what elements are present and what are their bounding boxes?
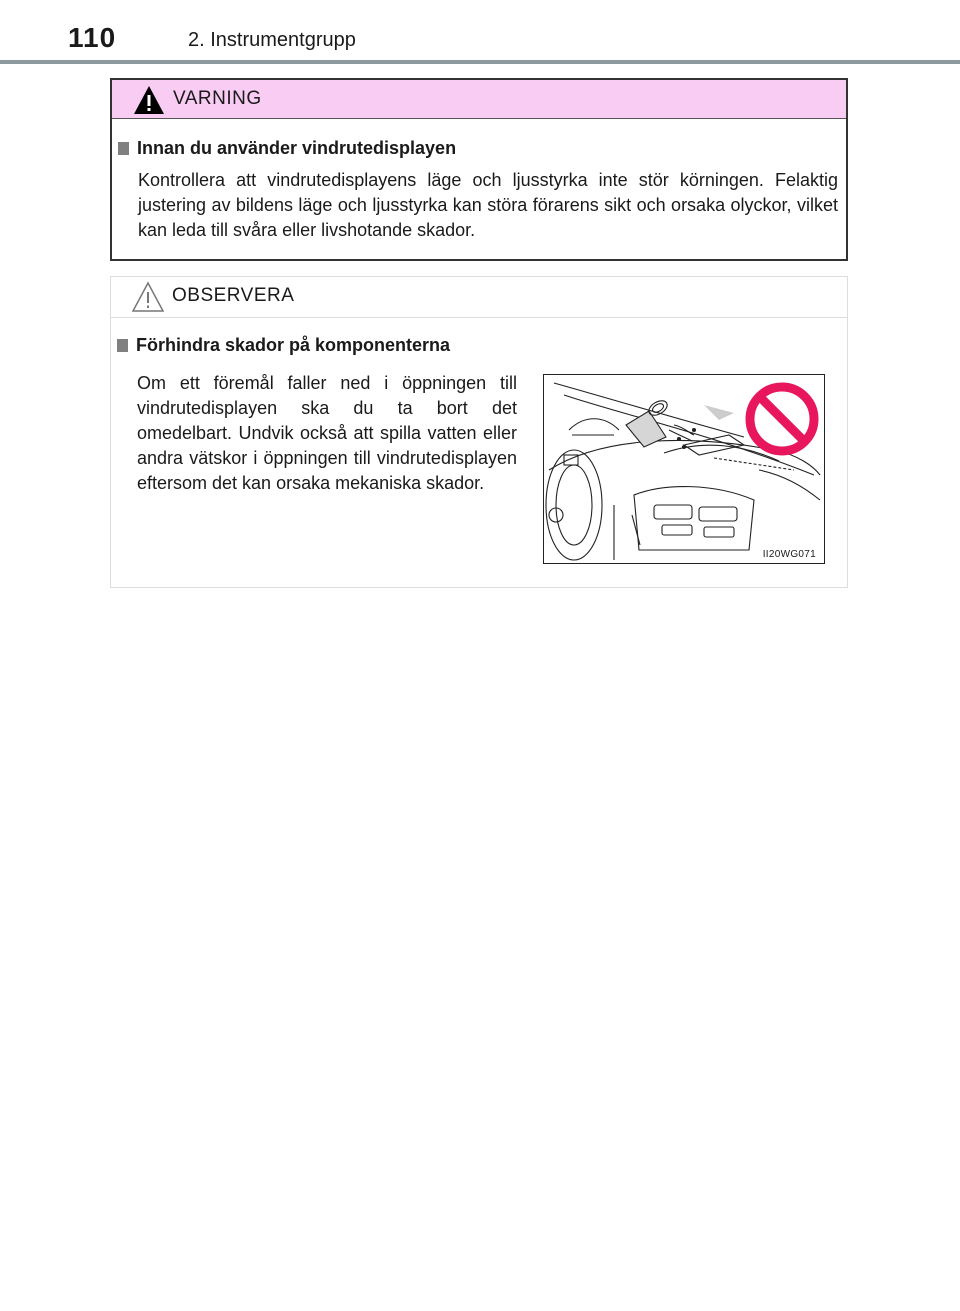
header-rule <box>0 60 960 64</box>
section-title: 2. Instrumentgrupp <box>188 29 356 51</box>
bullet-square-icon <box>118 142 129 155</box>
prohibition-sign-icon <box>750 387 814 451</box>
dashboard-drawing <box>544 375 823 562</box>
caution-triangle-icon <box>131 281 165 313</box>
caution-label: OBSERVERA <box>172 285 295 306</box>
page-header <box>0 0 960 66</box>
dashboard-spill-illustration <box>543 374 825 564</box>
warning-label: VARNING <box>173 88 262 109</box>
caution-item-title-text: Förhindra skador på komponenterna <box>136 335 451 355</box>
page-number: 110 <box>68 22 117 53</box>
caution-body-text: Om ett föremål faller ned i öppningen till vindrutedisplayen ska du ta bort det omedelbart. Undvik också att spilla vatten eller andra vätskor i öppningen till vindrutedisplayen eftersom det kan orsaka mekaniska skador. <box>137 373 517 493</box>
warning-box <box>110 78 848 261</box>
warning-item-title-text: Innan du använder vindrutedisplayen <box>137 138 457 158</box>
caution-item-title <box>117 335 450 356</box>
caution-box <box>110 276 848 588</box>
caution-header <box>111 277 847 318</box>
figure-code: II20WG071 <box>762 549 816 560</box>
bullet-square-icon <box>117 339 128 352</box>
warning-header <box>112 80 846 119</box>
warning-triangle-icon <box>132 84 166 116</box>
warning-body-text: Kontrollera att vindrutedisplayens läge och ljusstyrka inte stör körningen. Felaktig justering av bildens läge och ljusstyrka kan störa förarens sikt och orsaka olyckor, vilket kan leda till svåra eller livshotande skador. <box>138 170 838 240</box>
warning-item-title <box>118 138 456 159</box>
